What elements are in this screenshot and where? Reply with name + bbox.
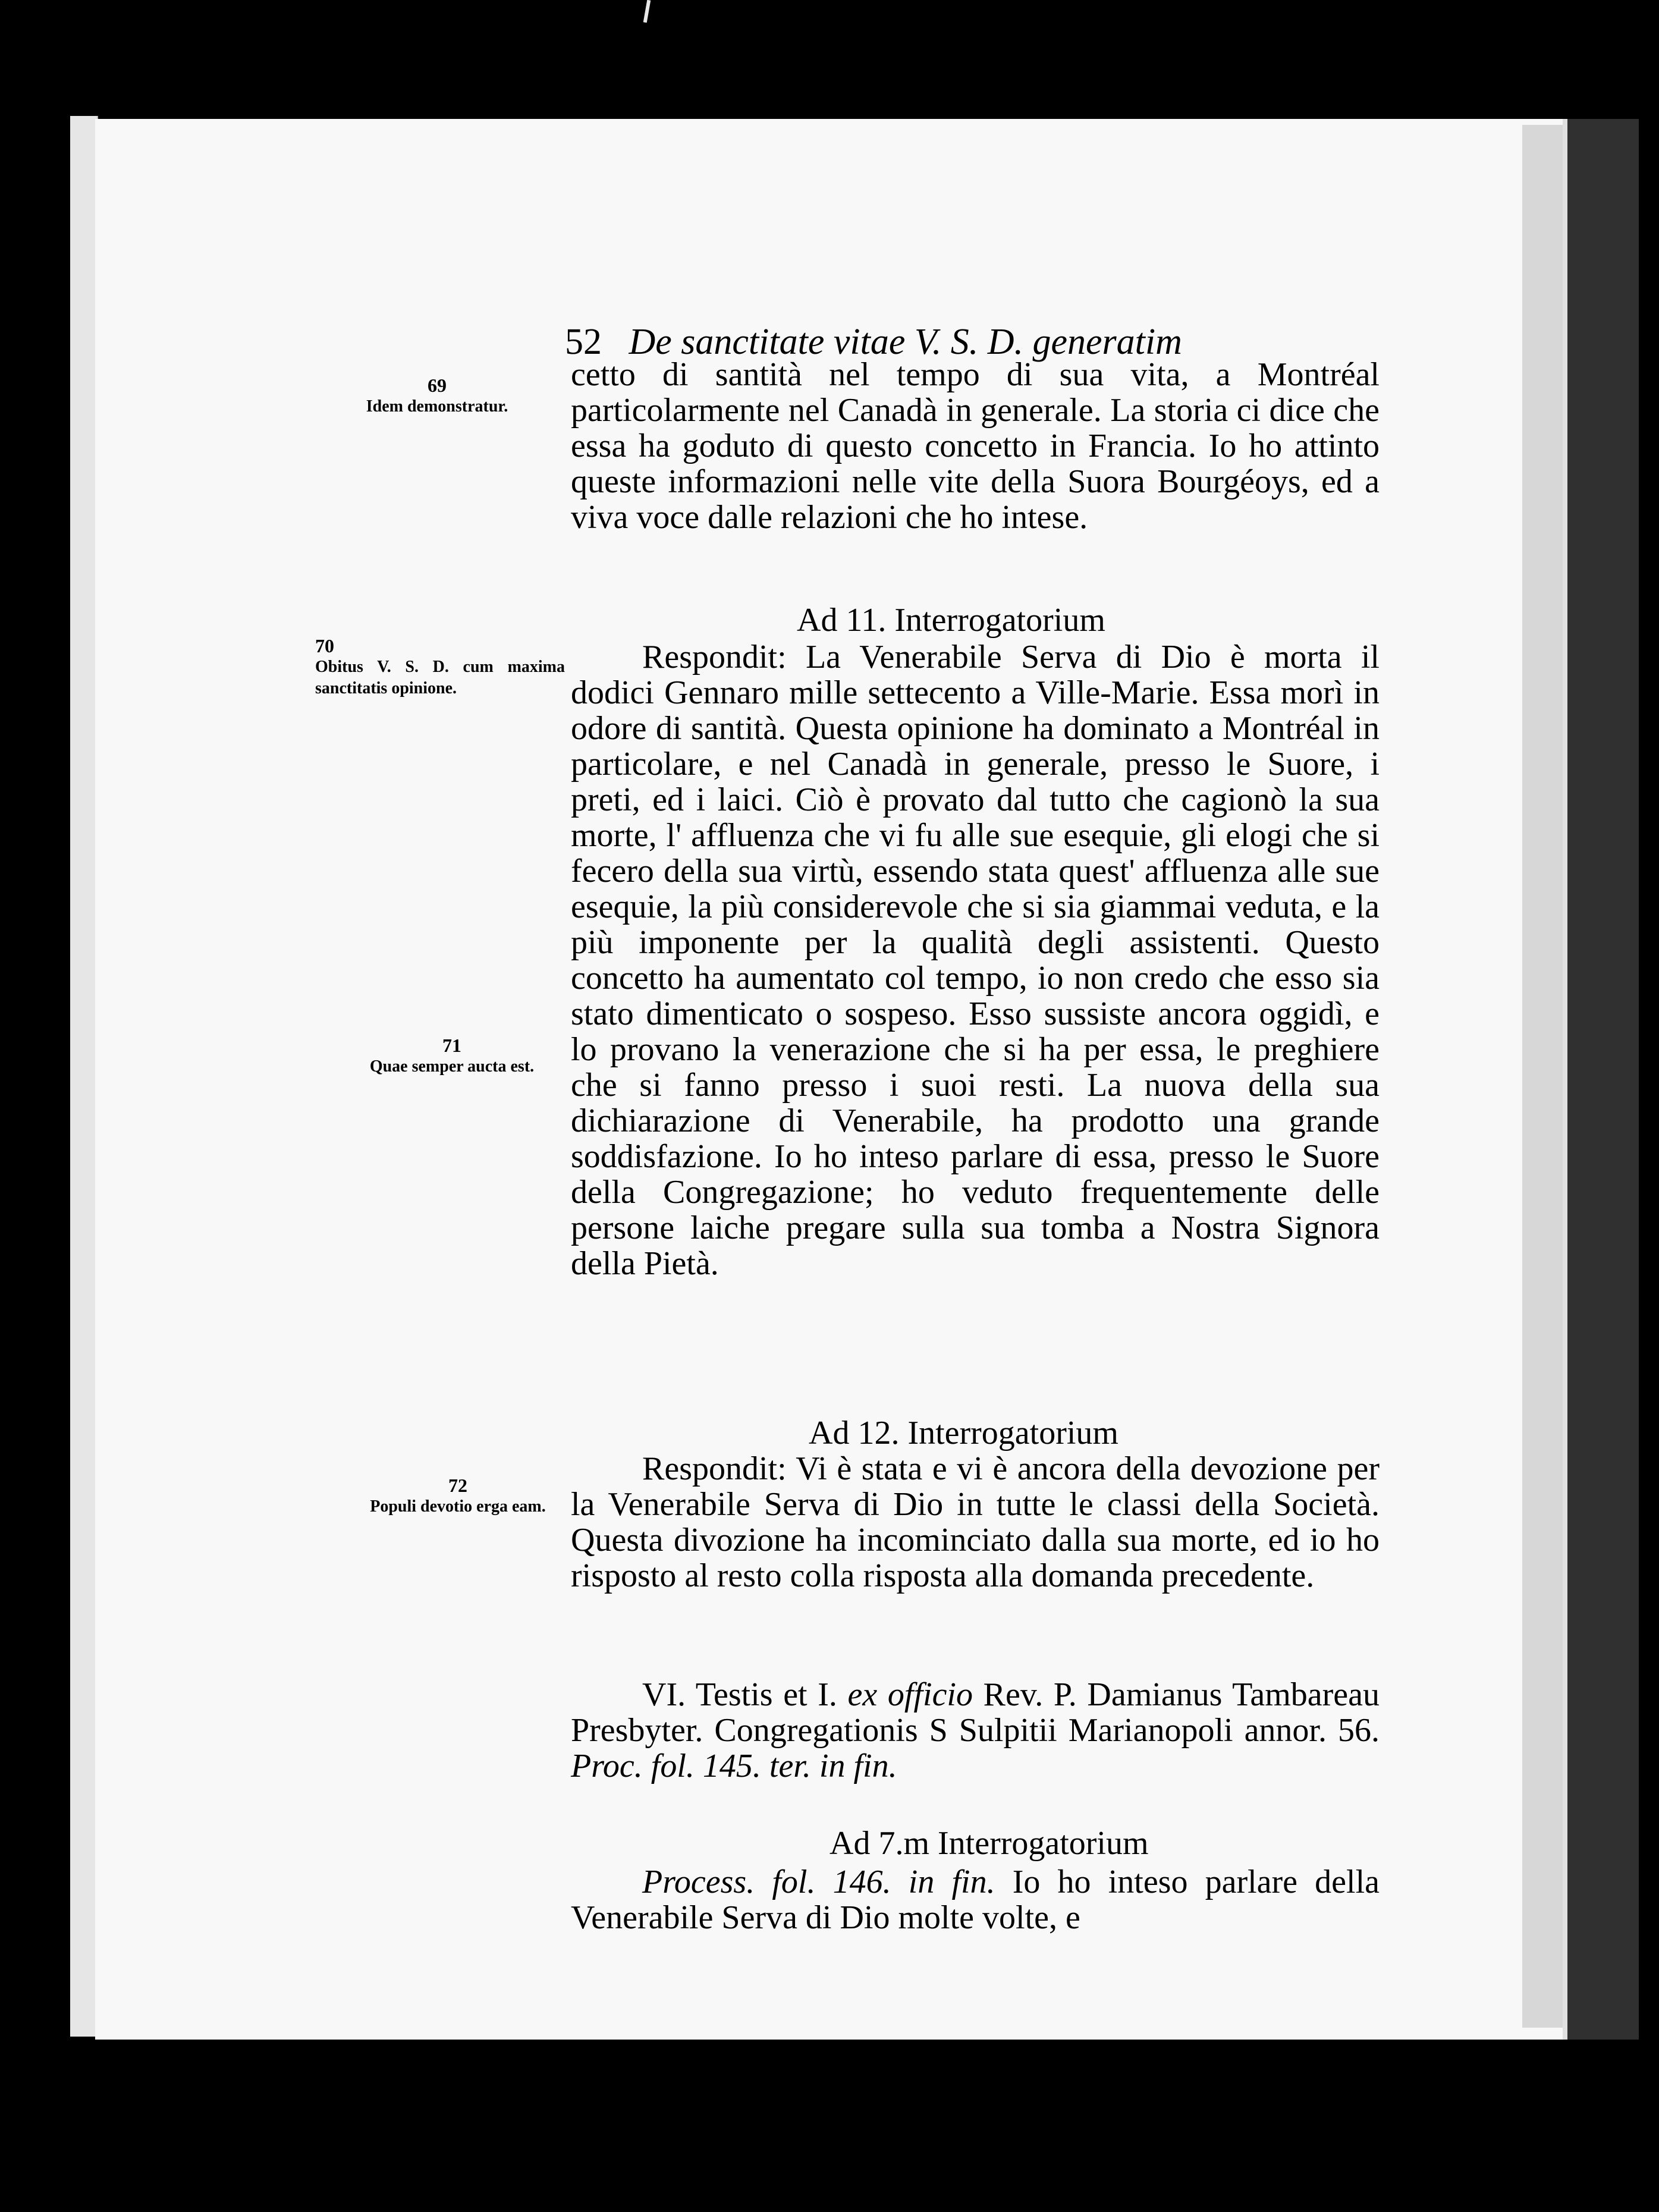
witness-entry [571,1677,1380,1784]
margin-note-number: 72 [448,1475,467,1496]
margin-note-text: Obitus V. S. D. cum maxima sanctitatis opinione. [315,658,565,697]
process-ref: Process. fol. 146. in fin. [642,1864,995,1900]
margin-note-number: 71 [442,1035,461,1056]
paragraph-1: cetto di santità nel tempo di sua vita, a Montréal particolarmente nel Canadà in generale. La storia ci dice che essa ha goduto di questo concetto in Francia. Io ho attinto queste informazioni nelle vite della Suora Bourgéoys, ed a viva voce dalle relazioni che ho intese. [571,356,1380,536]
margin-note-72 [339,1475,577,1517]
witness-main: Rev. P. Damianus Tambareau Presbyter. Congregationis S Sulpitii Marianopoli annor. 56. [571,1676,1380,1749]
page-number: 52 [565,322,602,362]
running-title: De sanctitate vitae V. S. D. generatim [629,322,1182,362]
scan-mark [643,0,651,23]
witness-process-ref: Proc. fol. 145. ter. in fin. [571,1748,897,1784]
paragraph-4-text: Io ho inteso parlare della Venerabile Serva di Dio molte volte, e [571,1864,1380,1936]
margin-note-71 [321,1035,583,1077]
heading-ad-12: Ad 12. Interrogatorium [809,1415,1118,1451]
margin-note-70 [315,635,565,699]
paragraph-3: Respondit: Vi è stata e vi è ancora della devozione per la Venerabile Serva di Dio in tutte le classi della Società. Questa divozione ha incominciato dalla sua morte, ed io ho risposto al resto colla risposta alla domanda precedente. [571,1450,1380,1594]
witness-prefix: VI. Testis et I. [642,1676,837,1713]
margin-note-text: Populi devotio erga eam. [370,1497,546,1516]
paragraph-4 [571,1864,1380,1941]
heading-ad-7: Ad 7.m Interrogatorium [830,1825,1149,1862]
paragraph-2: Respondit: La Venerabile Serva di Dio è morta il dodici Gennaro mille settecento a Ville-Marie. Essa morì in odore di santità. Questa opinione ha dominato a Montréal in particolare, e nel Canadà in generale, presso le Suore, i preti, ed i laici. Ciò è provato dal tutto che cagionò la sua morte, l' affluenza che vi fu alle sue esequie, gli elogi che si fecero della sua virtù, essendo stata quest' affluenza alle sue esequie, la più considerevole che si sia giammai veduta, e la più imponente per la qualità degli assistenti. Questo concetto ha aumentato col tempo, io non credo che esso sia stato dimenticato o sospeso. Esso sussiste ancora oggidì, e lo provano la venerazione che si ha per essa, le preghiere che si fanno presso i suoi resti. La nuova della sua dichiarazione di Venerabile, ha prodotto una grande soddisfazione. Io ho inteso parlare di essa, presso le Suore della Congregazione; ho veduto frequentemente delle persone laiche pregare sulla sua tomba a Nostra Signora della Pietà. [571,639,1380,1282]
margin-note-number: 70 [315,635,334,656]
margin-note-69 [309,375,565,417]
margin-note-text: Quae semper aucta est. [369,1057,535,1076]
witness-ex-officio: ex officio [847,1676,973,1713]
margin-note-text: Idem demonstratur. [366,397,508,416]
margin-note-number: 69 [428,375,447,396]
heading-ad-11: Ad 11. Interrogatorium [797,602,1105,639]
page-edge [70,116,98,2037]
facing-page-edge [1563,119,1639,2040]
page-gutter-shadow [1522,125,1564,2028]
